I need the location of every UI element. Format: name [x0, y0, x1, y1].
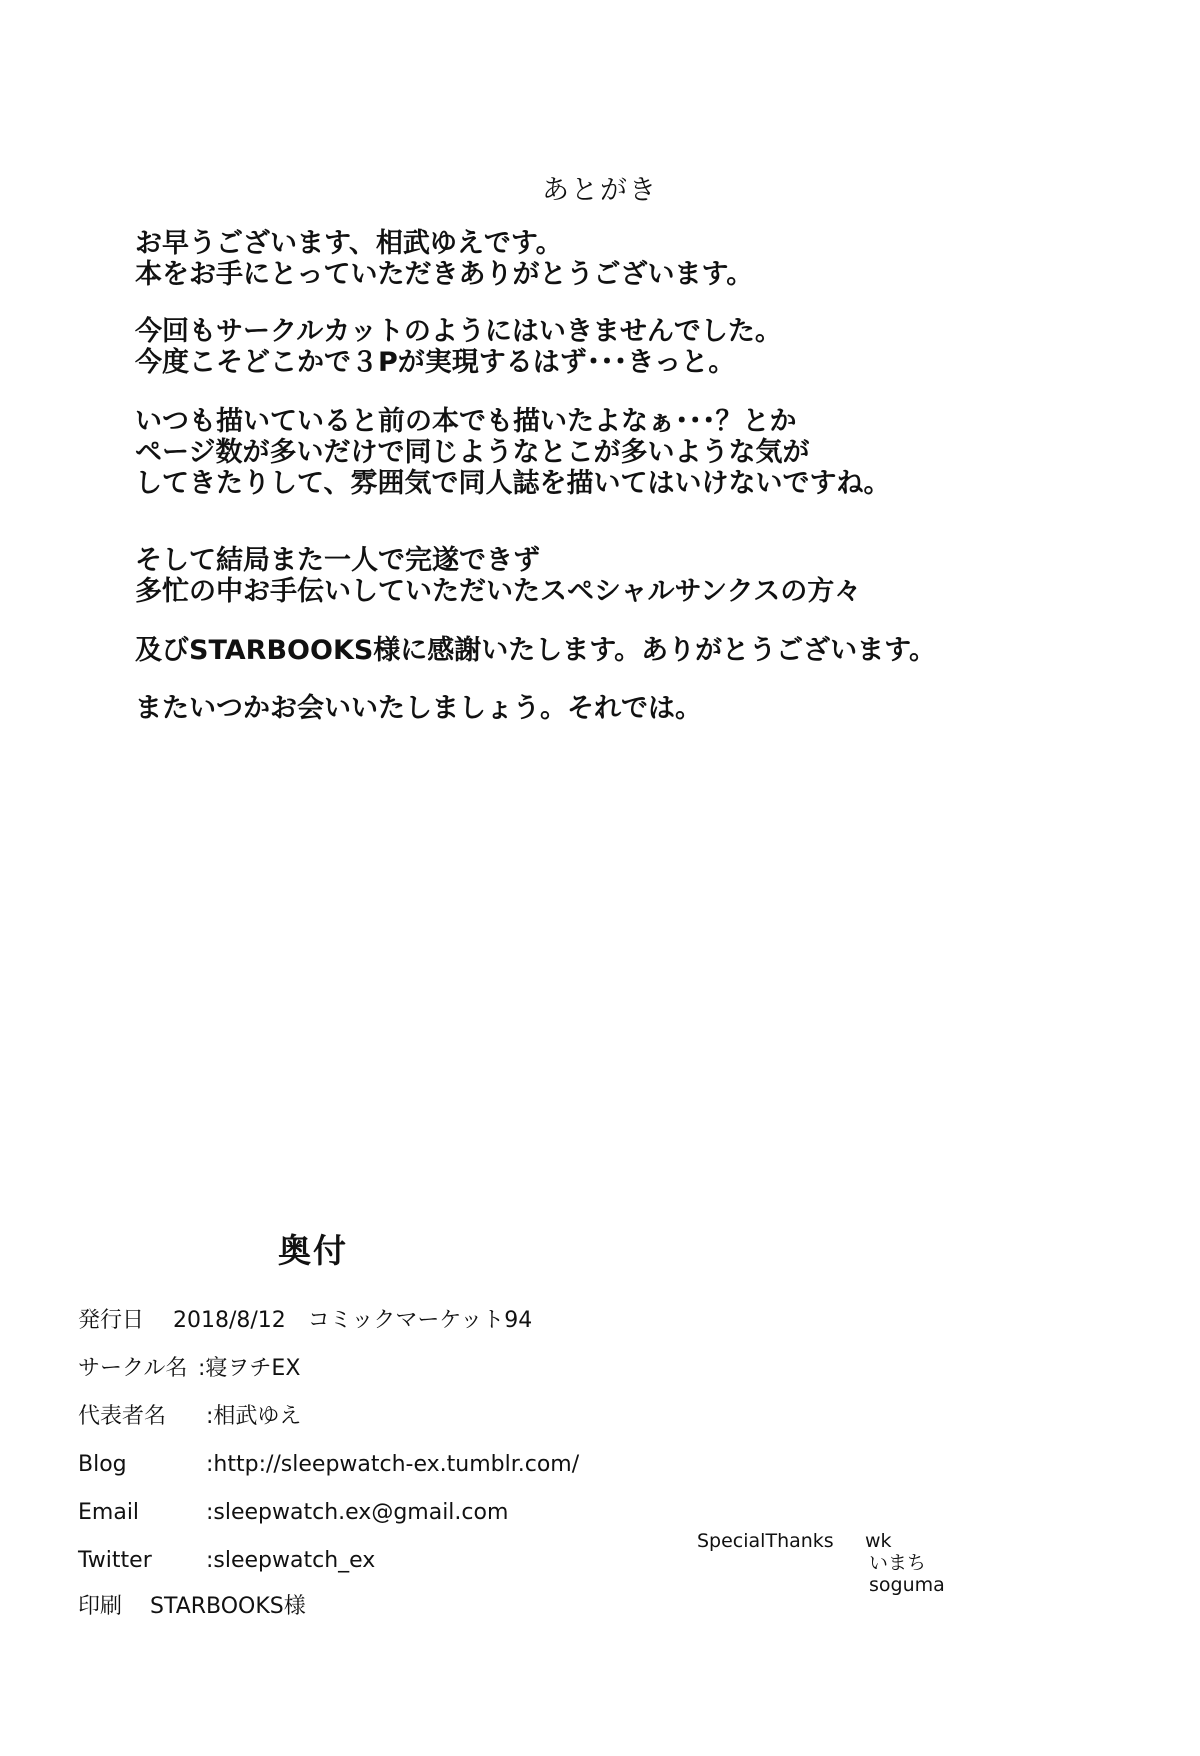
- afterword-paragraph-4: [135, 545, 861, 607]
- colophon-label: 代表者名: [78, 1404, 167, 1429]
- colophon-value: STARBOOKS様: [150, 1594, 306, 1619]
- afterword-paragraph-5: [135, 635, 936, 666]
- afterword-line: またいつかお会いいたしましょう。それでは。: [135, 693, 702, 724]
- afterword-title: あとがき: [542, 175, 658, 206]
- afterword-paragraph-2: [135, 316, 782, 378]
- colophon-label: Email: [78, 1500, 140, 1525]
- afterword-line: そして結局また一人で完遂できず: [135, 545, 540, 576]
- afterword-line: 今回もサークルカットのようにはいきませんでした。: [135, 316, 782, 347]
- afterword-line: ページ数が多いだけで同じようなとこが多いような気が: [135, 437, 810, 468]
- colophon-value: :sleepwatch_ex: [206, 1548, 376, 1573]
- colophon-label: 印刷: [78, 1594, 123, 1619]
- afterword-line: 多忙の中お手伝いしていただいたスペシャルサンクスの方々: [135, 576, 862, 607]
- afterword-line: 今度こそどこかで３Pが実現するはず･･･きっと。: [135, 347, 736, 378]
- afterword-line: お早うございます、相武ゆえです。: [135, 228, 563, 259]
- afterword-line: 及びSTARBOOKS様に感謝いたします。ありがとうございます。: [135, 635, 936, 666]
- afterword-line: いつも描いていると前の本でも描いたよなぁ･･･？とか: [135, 406, 797, 437]
- afterword-paragraph-3: [135, 406, 890, 499]
- special-thanks-name: wk: [865, 1530, 892, 1552]
- colophon-label: Blog: [78, 1452, 127, 1477]
- special-thanks-name: soguma: [869, 1574, 945, 1596]
- afterword-line: してきたりして、雰囲気で同人誌を描いてはいけないですね。: [135, 468, 891, 499]
- colophon-value: 2018/8/12 コミックマーケット94: [173, 1308, 533, 1333]
- colophon-label: 発行日: [78, 1308, 145, 1333]
- special-thanks-name: いまち: [869, 1552, 927, 1574]
- colophon-title: 奥付: [278, 1231, 348, 1270]
- colophon-value: :寝ヲチEX: [198, 1356, 301, 1381]
- colophon-value: :相武ゆえ: [206, 1404, 302, 1429]
- afterword-paragraph-1: [135, 228, 753, 290]
- colophon-value: :http://sleepwatch-ex.tumblr.com/: [206, 1452, 580, 1477]
- colophon-label: サークル名: [78, 1356, 188, 1381]
- special-thanks-label: SpecialThanks: [697, 1530, 834, 1552]
- afterword-paragraph-6: [135, 693, 702, 724]
- afterword-line: 本をお手にとっていただきありがとうございます。: [135, 259, 754, 290]
- colophon-label: Twitter: [78, 1548, 152, 1573]
- special-thanks-names: [865, 1530, 945, 1596]
- colophon-value: :sleepwatch.ex@gmail.com: [206, 1500, 509, 1525]
